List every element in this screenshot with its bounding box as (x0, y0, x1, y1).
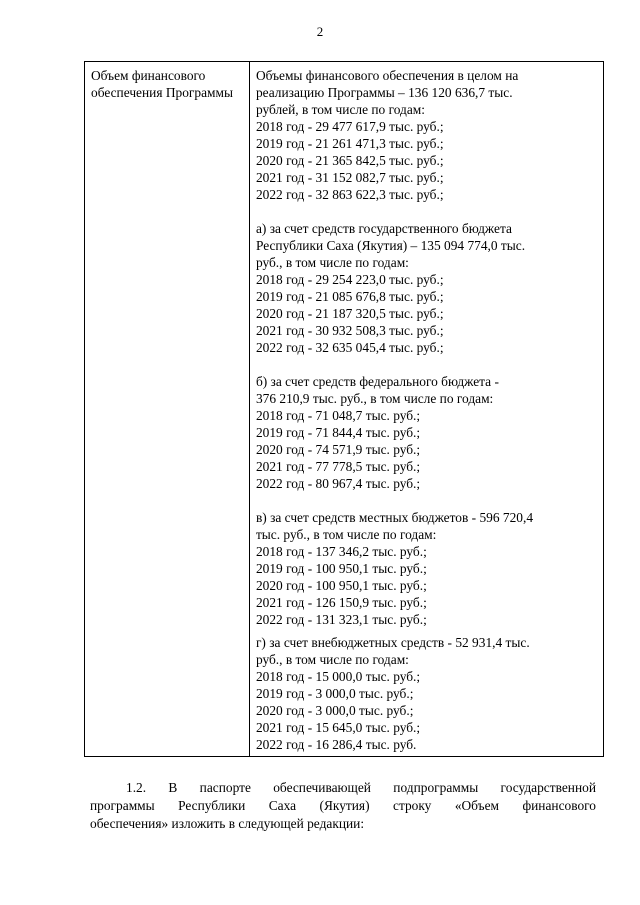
paragraph-line: обеспечения» изложить в следующей редакции: (90, 816, 365, 831)
funding-line: Республики Саха (Якутия) – 135 094 774,0 тыс. (255, 238, 526, 253)
label-line: обеспечения Программы (91, 85, 233, 100)
label-cell (85, 62, 250, 757)
funding-line: 2021 год - 77 778,5 тыс. руб.; (255, 459, 421, 474)
funding-line: 2022 год - 32 635 045,4 тыс. руб.; (255, 340, 444, 355)
funding-line: рублей, в том числе по годам: (255, 102, 425, 117)
funding-line: 2021 год - 15 645,0 тыс. руб.; (255, 720, 421, 735)
page-number: 2 (316, 24, 324, 39)
funding-line: 2021 год - 30 932 508,3 тыс. руб.; (255, 323, 444, 338)
funding-line: 2019 год - 21 261 471,3 тыс. руб.; (255, 136, 444, 151)
funding-line: в) за счет средств местных бюджетов - 596 720,4 (255, 510, 534, 525)
paragraph-line: программы Республики Саха (Якутия) строку «Объем финансового (90, 798, 596, 813)
funding-line: 2020 год - 100 950,1 тыс. руб.; (255, 578, 427, 593)
funding-total-block (256, 67, 597, 203)
funding-federal-budget-block (256, 373, 597, 492)
funding-line: 2022 год - 80 967,4 тыс. руб.; (255, 476, 421, 491)
funding-line: 2020 год - 3 000,0 тыс. руб.; (255, 703, 414, 718)
funding-line: реализацию Программы – 136 120 636,7 тыс. (255, 85, 513, 100)
funding-line: 2018 год - 137 346,2 тыс. руб.; (255, 544, 427, 559)
program-passport-table (84, 61, 604, 757)
funding-line: а) за счет средств государственного бюджета (255, 221, 512, 236)
funding-line: руб., в том числе по годам: (255, 255, 409, 270)
funding-local-budget-block (256, 509, 597, 628)
funding-line: 2019 год - 100 950,1 тыс. руб.; (255, 561, 427, 576)
funding-state-budget-block (256, 220, 597, 356)
funding-extrabudgetary-block (256, 634, 597, 753)
funding-line: 2019 год - 21 085 676,8 тыс. руб.; (255, 289, 444, 304)
funding-line: 2018 год - 29 477 617,9 тыс. руб.; (255, 119, 444, 134)
funding-line: Объемы финансового обеспечения в целом на (255, 68, 519, 83)
label-line: Объем финансового (91, 68, 206, 83)
funding-line: 2018 год - 29 254 223,0 тыс. руб.; (255, 272, 444, 287)
funding-line: 2021 год - 31 152 082,7 тыс. руб.; (255, 170, 444, 185)
funding-line: 2020 год - 21 187 320,5 тыс. руб.; (255, 306, 444, 321)
funding-line: 2019 год - 71 844,4 тыс. руб.; (255, 425, 421, 440)
funding-line: 2020 год - 21 365 842,5 тыс. руб.; (255, 153, 444, 168)
funding-line: б) за счет средств федерального бюджета - (255, 374, 499, 389)
funding-line: тыс. руб., в том числе по годам: (255, 527, 437, 542)
value-cell (249, 62, 603, 757)
funding-line: 2021 год - 126 150,9 тыс. руб.; (255, 595, 427, 610)
amendment-paragraph (90, 779, 596, 833)
funding-line: 2020 год - 74 571,9 тыс. руб.; (255, 442, 421, 457)
funding-line: руб., в том числе по годам: (255, 652, 409, 667)
table-row (85, 62, 604, 757)
funding-line: 2018 год - 71 048,7 тыс. руб.; (255, 408, 421, 423)
funding-line: 2022 год - 32 863 622,3 тыс. руб.; (255, 187, 444, 202)
funding-line: 2018 год - 15 000,0 тыс. руб.; (255, 669, 421, 684)
funding-line: 376 210,9 тыс. руб., в том числе по годам: (255, 391, 494, 406)
funding-line: 2019 год - 3 000,0 тыс. руб.; (255, 686, 414, 701)
paragraph-line: 1.2. В паспорте обеспечивающей подпрограммы государственной (126, 780, 596, 795)
funding-line: г) за счет внебюджетных средств - 52 931,4 тыс. (255, 635, 530, 650)
funding-line: 2022 год - 131 323,1 тыс. руб.; (255, 612, 427, 627)
funding-line: 2022 год - 16 286,4 тыс. руб. (255, 737, 417, 752)
